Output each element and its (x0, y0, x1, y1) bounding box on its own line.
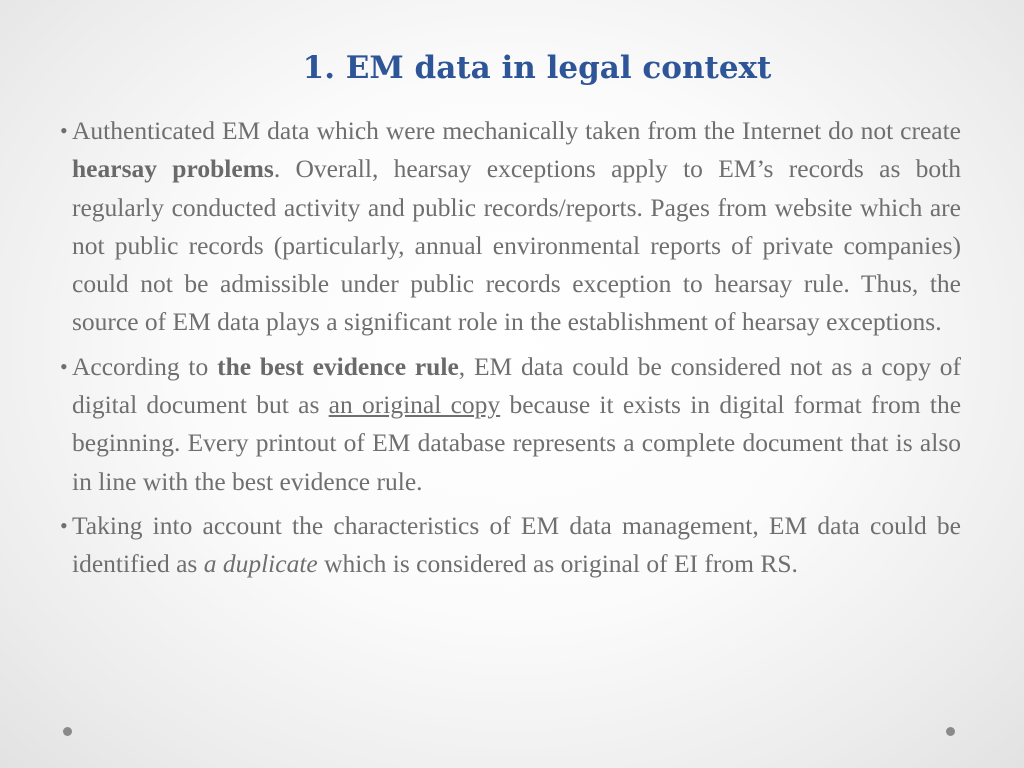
bullet-dot-icon: • (60, 512, 68, 538)
underlined-term-original-copy: an original copy (328, 390, 501, 420)
bullet-text: Authenticated EM data which were mechanically taken from the Internet do not create (72, 116, 961, 145)
bold-term-best-evidence-rule: the best evidence rule (217, 351, 459, 381)
bullet-text: Taking into account the characteristics of EM data management, EM data could be identified as (72, 510, 961, 579)
bullet-text: because it exists in digital format from the beginning. Every printout of EM database represents a complete document that is also in line with the best evidence rule. (72, 390, 962, 496)
decorative-dot-left (63, 727, 72, 736)
bullet-text: . Overall, hearsay exceptions apply to EM’s records as both regularly conducted activity and public records/reports. Pages from website which are not public records (particularly, annual environmental reports of private companies) could not be admissible under public records exception to hearsay rule. Thus, the source of EM data plays a significant role in the establishment of hearsay exceptions. (72, 154, 961, 337)
bullet-dot-icon: • (60, 353, 68, 379)
bullet-text: , EM data could be considered not as a copy of digital document but as (72, 351, 962, 420)
bullet-item-3 (60, 507, 961, 584)
bullet-text: which is considered as original of EI from RS. (317, 549, 798, 579)
slide-title: 1. EM data in legal context (302, 50, 772, 86)
bullet-list (60, 112, 961, 590)
decorative-dot-right (946, 727, 955, 736)
bullet-dot-icon: • (60, 118, 68, 143)
bullet-item-2 (60, 348, 961, 501)
bullet-text: According to (72, 351, 218, 381)
italic-term-a-duplicate: a duplicate (203, 549, 318, 579)
bold-term-hearsay-problems: hearsay problems (72, 154, 274, 184)
bullet-item-1 (60, 112, 961, 342)
